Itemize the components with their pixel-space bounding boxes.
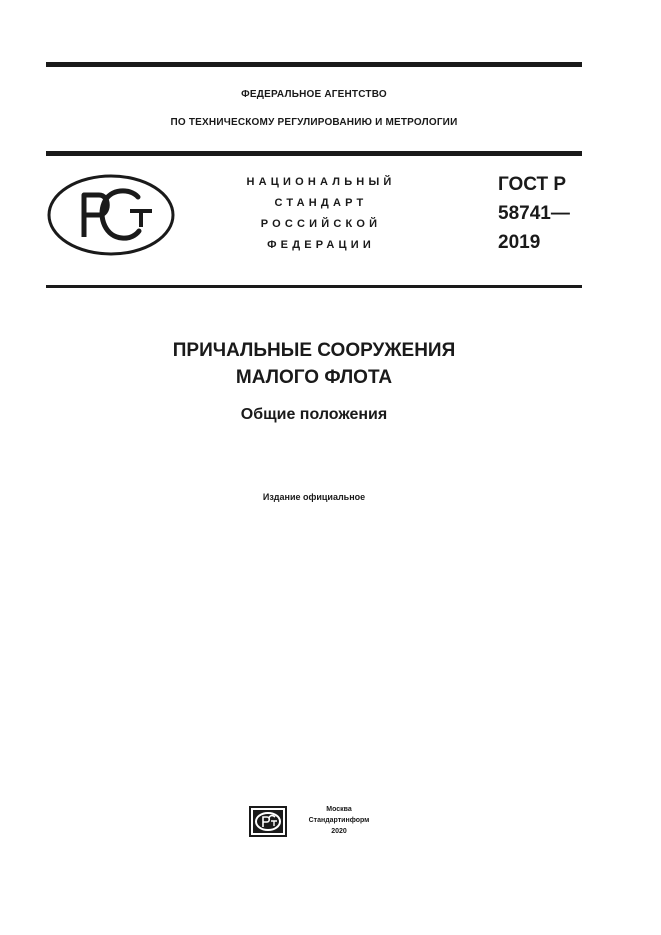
standard-line-4: ФЕДЕРАЦИИ: [267, 239, 375, 251]
top-divider: [46, 62, 582, 67]
standard-line-1: НАЦИОНАЛЬНЫЙ: [246, 176, 396, 188]
agency-name-line-2: ПО ТЕХНИЧЕСКОМУ РЕГУЛИРОВАНИЮ И МЕТРОЛОГИИ: [170, 117, 458, 128]
standard-line-3: РОССИЙСКОЙ: [260, 218, 382, 230]
publisher-city: Москва: [326, 806, 352, 813]
publisher-info: [294, 804, 384, 837]
title-line-1: ПРИЧАЛЬНЫЕ СООРУЖЕНИЯ: [172, 340, 456, 361]
document-title: [46, 337, 582, 391]
bottom-divider: [46, 285, 582, 288]
standard-line-2: СТАНДАРТ: [274, 197, 368, 209]
publisher-year: 2020: [331, 828, 347, 835]
title-line-2: МАЛОГО ФЛОТА: [235, 367, 393, 388]
gost-number: [498, 170, 588, 257]
gost-prefix: ГОСТ Р: [498, 174, 567, 195]
standartinform-logo-icon: [249, 806, 287, 837]
rst-certification-mark-icon: [46, 173, 176, 257]
document-subtitle: Общие положения: [240, 406, 388, 423]
middle-divider: [46, 151, 582, 156]
publisher-name: Стандартинформ: [308, 817, 370, 824]
edition-label: Издание официальное: [262, 492, 366, 502]
gost-year: 2019: [498, 232, 541, 253]
agency-name-line-1: ФЕДЕРАЛЬНОЕ АГЕНТСТВО: [241, 89, 387, 100]
national-standard-label: [226, 172, 416, 256]
gost-code: 58741—: [498, 203, 570, 224]
